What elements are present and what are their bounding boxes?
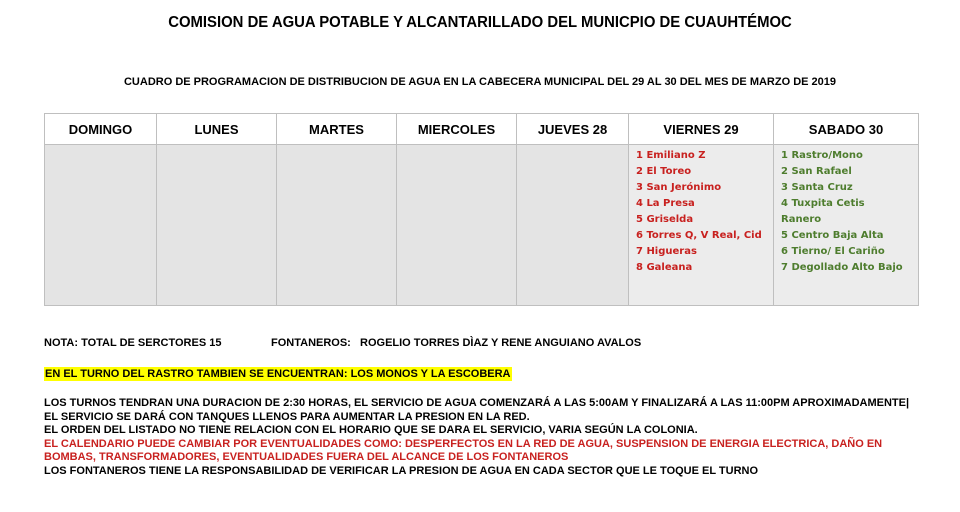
day-header-viernes: VIERNES 29 bbox=[629, 114, 774, 145]
note-line: EL ORDEN DEL LISTADO NO TIENE RELACION CON EL HORARIO QUE SE DARA EL SERVICIO, VARIA SEGÚN LA COLONIA. bbox=[44, 424, 698, 436]
sector-total-note: NOTA: TOTAL DE SERCTORES 15 bbox=[44, 337, 222, 349]
sabado-sector-list bbox=[774, 145, 918, 276]
day-cell-jueves bbox=[517, 145, 629, 306]
list-item: 4 Tuxpita Cetis bbox=[781, 198, 865, 209]
note-line-warning: BOMBAS, TRANSFORMADORES, EVENTUALIDADES FUERA DEL ALCANCE DE LOS FONTANEROS bbox=[44, 451, 569, 463]
list-item: 8 Galeana bbox=[636, 262, 693, 273]
note-line: EL SERVICIO SE DARÁ CON TANQUES LLENOS PARA AUMENTAR LA PRESION EN LA RED. bbox=[44, 410, 530, 423]
note-line: LOS TURNOS TENDRAN UNA DURACION DE 2:30 HORAS, EL SERVICIO DE AGUA COMENZARÁ A LAS 5:00AM Y FINALIZARÁ A LAS 11:00PM APROXIMADAMENTE| bbox=[44, 397, 910, 409]
list-item: 3 San Jerónimo bbox=[636, 182, 722, 193]
day-cell-domingo bbox=[45, 145, 157, 306]
list-item: 7 Degollado Alto Bajo bbox=[781, 262, 903, 273]
day-cell-miercoles bbox=[397, 145, 517, 306]
day-header-miercoles: MIERCOLES bbox=[397, 114, 517, 145]
plumbers-note: FONTANEROS: ROGELIO TORRES DÌAZ Y RENE ANGUIANO AVALOS bbox=[271, 337, 642, 349]
list-item: 2 San Rafael bbox=[781, 166, 852, 177]
list-item: 5 Centro Baja Alta bbox=[781, 230, 884, 241]
list-item: 1 Rastro/Mono bbox=[781, 150, 863, 161]
day-cell-martes bbox=[277, 145, 397, 306]
day-cell-sabado bbox=[774, 145, 919, 306]
document-subtitle: CUADRO DE PROGRAMACION DE DISTRIBUCION DE AGUA EN LA CABECERA MUNICIPAL DEL 29 AL 30 DEL MES DE MARZO DE 2019 bbox=[123, 76, 837, 88]
day-header-jueves: JUEVES 28 bbox=[517, 114, 629, 145]
list-item: 3 Santa Cruz bbox=[781, 182, 853, 193]
list-item: 1 Emiliano Z bbox=[636, 150, 706, 161]
note-line-warning: EL CALENDARIO PUEDE CAMBIAR POR EVENTUALIDADES COMO: DESPERFECTOS EN LA RED DE AGUA, SUSPENSION DE ENERGIA ELECTRICA, DAÑO EN bbox=[44, 437, 883, 450]
document-title: COMISION DE AGUA POTABLE Y ALCANTARILLADO DEL MUNICPIO DE CUAUHTÉMOC bbox=[168, 14, 792, 31]
notes-block bbox=[44, 397, 944, 478]
list-item: 6 Torres Q, V Real, Cid bbox=[636, 230, 762, 241]
list-item: 7 Higueras bbox=[636, 246, 697, 257]
viernes-sector-list bbox=[629, 145, 773, 276]
note-line: LOS FONTANEROS TIENE LA RESPONSABILIDAD DE VERIFICAR LA PRESION DE AGUA EN CADA SECTOR QUE LE TOQUE EL TURNO bbox=[44, 464, 759, 477]
day-header-martes: MARTES bbox=[277, 114, 397, 145]
day-header-lunes: LUNES bbox=[157, 114, 277, 145]
schedule-table bbox=[44, 113, 919, 306]
day-header-domingo: DOMINGO bbox=[45, 114, 157, 145]
list-item: Ranero bbox=[781, 214, 822, 225]
list-item: 6 Tierno/ El Cariño bbox=[781, 246, 885, 257]
list-item: 4 La Presa bbox=[636, 198, 695, 209]
schedule-body-row bbox=[45, 145, 919, 306]
day-cell-lunes bbox=[157, 145, 277, 306]
schedule-header-row bbox=[45, 114, 919, 145]
list-item: 2 El Toreo bbox=[636, 166, 692, 177]
list-item: 5 Griselda bbox=[636, 214, 694, 225]
day-cell-viernes bbox=[629, 145, 774, 306]
highlighted-note: EN EL TURNO DEL RASTRO TAMBIEN SE ENCUENTRAN: LOS MONOS Y LA ESCOBERA bbox=[45, 368, 511, 380]
day-header-sabado: SABADO 30 bbox=[774, 114, 919, 145]
